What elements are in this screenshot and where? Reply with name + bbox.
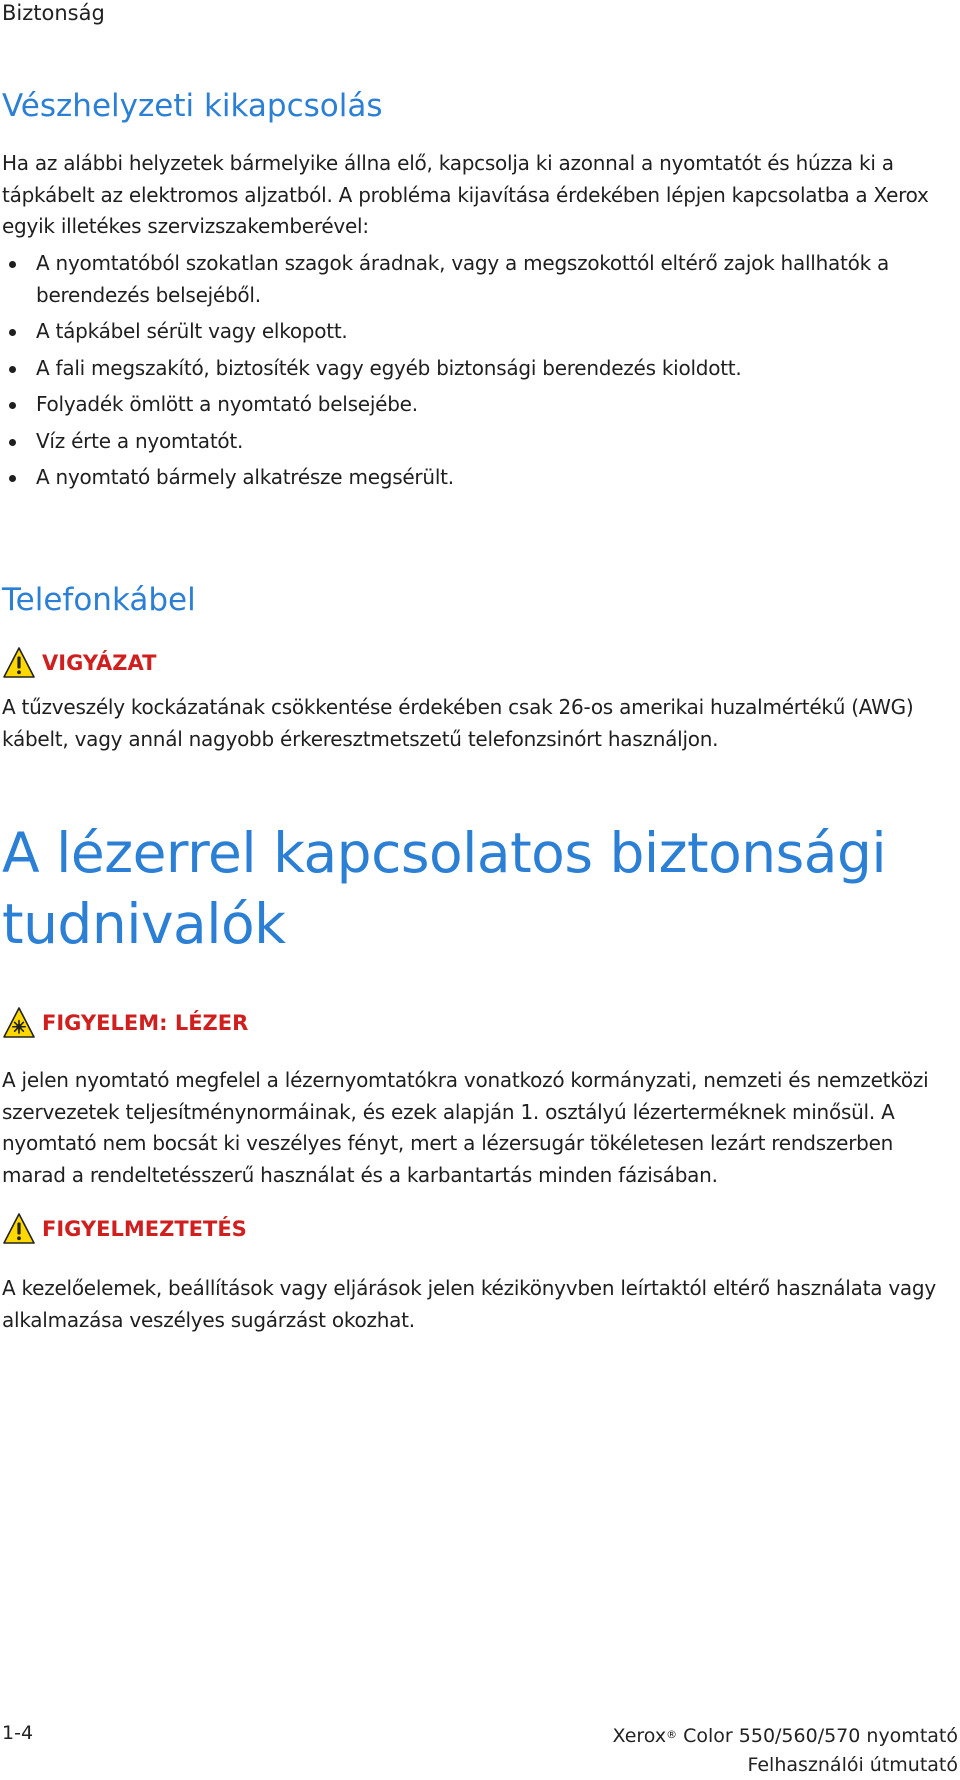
warning-label: FIGYELMEZTETÉS bbox=[42, 1217, 247, 1241]
list-item: A nyomtató bármely alkatrésze megsérült. bbox=[2, 462, 958, 494]
bullet-icon bbox=[9, 439, 16, 446]
laser-notice bbox=[2, 1005, 248, 1041]
caution-notice bbox=[2, 645, 156, 681]
caution-label: VIGYÁZAT bbox=[42, 651, 157, 675]
guide-title: Felhasználói útmutató bbox=[747, 1754, 958, 1776]
bullet-icon bbox=[9, 475, 16, 482]
registered-mark: ® bbox=[666, 1728, 678, 1741]
product-name: Color 550/560/570 nyomtató bbox=[677, 1725, 958, 1747]
laser-warning-icon bbox=[2, 1006, 36, 1040]
list-item: Víz érte a nyomtatót. bbox=[2, 426, 958, 458]
list-item: Folyadék ömlött a nyomtató belsejébe. bbox=[2, 389, 958, 421]
bullet-icon bbox=[9, 402, 16, 409]
laser-safety-heading: A lézerrel kapcsolatos biztonsági tudnivalók bbox=[2, 821, 887, 956]
bullet-icon bbox=[9, 261, 16, 268]
list-item: A nyomtatóból szokatlan szagok áradnak, vagy a megszokottól eltérő zajok hallhatók a berendezés belsejéből. bbox=[2, 248, 958, 311]
phone-cable-text: A tűzveszély kockázatának csökkentése érdekében csak 26-os amerikai huzalmértékű (AWG) kábelt, vagy annál nagyobb érkeresztmetszetű telefonzsinórt használjon. bbox=[2, 695, 914, 751]
warning-icon bbox=[2, 1212, 36, 1246]
footer-product-line bbox=[613, 1722, 958, 1751]
warning-notice bbox=[2, 1211, 247, 1247]
page-number: 1-4 bbox=[2, 1722, 34, 1744]
brand-name: Xerox bbox=[612, 1725, 667, 1747]
bullet-icon bbox=[9, 366, 16, 373]
page-header-section: Biztonság bbox=[2, 1, 105, 25]
emergency-intro: Ha az alábbi helyzetek bármelyike állna elő, kapcsolja ki azonnal a nyomtatót és húzza ki a tápkábelt az elektromos aljzatból. A probléma kijavítása érdekében lépjen kapcsolatba a Xerox egyik illetékes szervizszakemberével: bbox=[2, 151, 929, 238]
phone-cable-heading: Telefonkábel bbox=[2, 582, 196, 618]
list-item: A tápkábel sérült vagy elkopott. bbox=[2, 316, 958, 348]
footer-product-info bbox=[613, 1722, 958, 1780]
emergency-list bbox=[2, 248, 958, 499]
bullet-icon bbox=[9, 329, 16, 336]
laser-compliance-text: A jelen nyomtató megfelel a lézernyomtatókra vonatkozó kormányzati, nemzeti és nemzetközi szervezetek teljesítménynormáinak, és ezek alapján 1. osztályú lézerterméknek minősül. A nyomtató nem bocsát ki veszélyes fényt, mert a lézersugár tökéletesen lezárt rendszerben marad a rendeltetésszerű használat és a karbantartás minden fázisában. bbox=[2, 1068, 929, 1187]
warning-icon bbox=[2, 646, 36, 680]
laser-warning-label: FIGYELEM: LÉZER bbox=[42, 1011, 249, 1035]
warning-text: A kezelőelemek, beállítások vagy eljárások jelen kézikönyvben leírtaktól eltérő használata vagy alkalmazása veszélyes sugárzást okozhat. bbox=[2, 1276, 936, 1332]
list-item: A fali megszakító, biztosíték vagy egyéb biztonsági berendezés kioldott. bbox=[2, 353, 958, 385]
emergency-heading: Vészhelyzeti kikapcsolás bbox=[2, 88, 383, 124]
